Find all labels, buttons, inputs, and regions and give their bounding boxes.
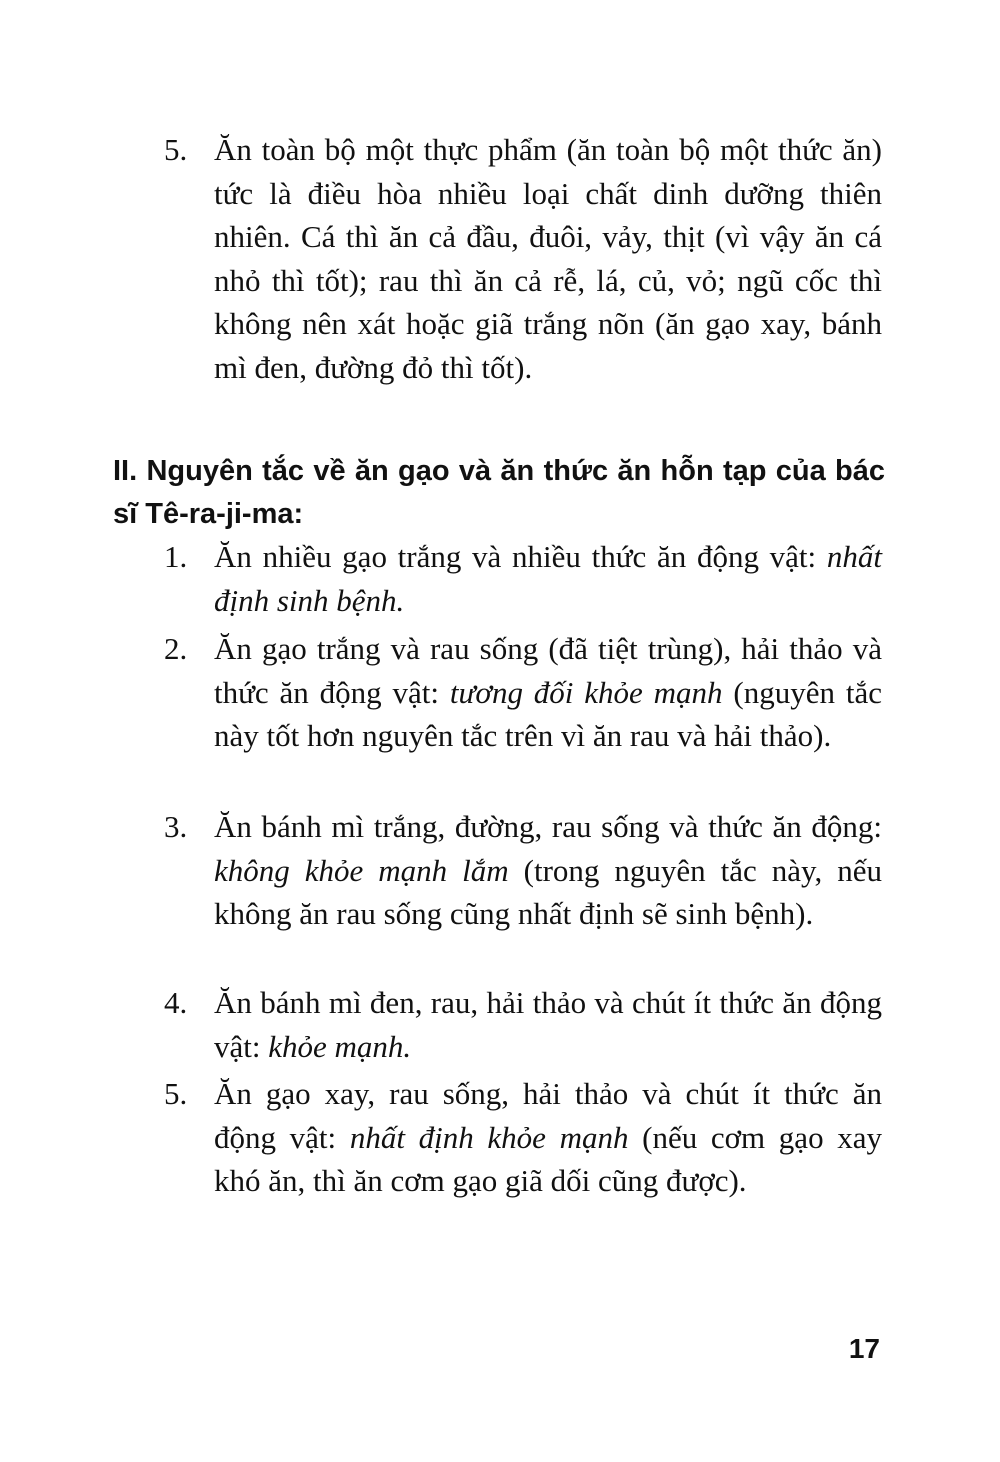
list-number: 4.	[164, 985, 188, 1020]
list-item-tail: (nguyên tắc này tốt hơn nguyên tắc trên vì ăn rau và hải thảo).	[214, 674, 883, 753]
list-item-emphasis: tương đối khỏe mạnh	[449, 674, 723, 710]
list-number: 1.	[164, 539, 188, 574]
list-item-text: Ăn nhiều gạo trắng và nhiều thức ăn động vật:	[214, 539, 827, 574]
list-item	[164, 535, 882, 622]
section-heading: II. Nguyên tắc về ăn gạo và ăn thức ăn hỗn tạp của bác sĩ Tê-ra-ji-ma:	[113, 455, 885, 530]
list-item	[164, 805, 882, 936]
list-item-emphasis: khỏe mạnh.	[268, 1028, 412, 1064]
list-item-text: Ăn gạo trắng và rau sống (đã tiệt trùng), hải thảo và thức ăn động vật:	[214, 631, 882, 710]
list-item-text: Ăn gạo xay, rau sống, hải thảo và chút ít thức ăn động vật:	[214, 1076, 882, 1155]
list-number: 3.	[164, 809, 188, 844]
list-item-tail: (trong nguyên tắc này, nếu không ăn rau sống cũng nhất định sẽ sinh bệnh).	[214, 852, 882, 931]
list-item-text: Ăn bánh mì trắng, đường, rau sống và thức ăn động:	[214, 809, 882, 844]
list-item-emphasis: nhất định khỏe mạnh	[349, 1119, 629, 1155]
list-number: 5.	[164, 132, 188, 167]
list-item	[164, 981, 882, 1068]
list-item-tail: (nếu cơm gạo xay khó ăn, thì ăn cơm gạo giã dối cũng được).	[214, 1119, 882, 1198]
list-number: 2.	[164, 631, 188, 666]
list-item-text: Ăn toàn bộ một thực phẩm (ăn toàn bộ một thức ăn) tức là điều hòa nhiều loại chất dinh dưỡng thiên nhiên. Cá thì ăn cả đầu, đuôi, vảy, thịt (vì vậy ăn cá nhỏ thì tốt); rau thì ăn cả rễ, lá, củ, vỏ; ngũ cốc thì không nên xát hoặc giã trắng nõn (ăn gạo xay, bánh mì đen, đường đỏ thì tốt).	[214, 132, 882, 385]
list-item	[164, 627, 883, 758]
list-number: 5.	[164, 1076, 188, 1111]
list-item-text: Ăn bánh mì đen, rau, hải thảo và chút ít thức ăn động vật:	[214, 985, 882, 1064]
list-item	[164, 1072, 882, 1203]
list-item-emphasis: nhất định sinh bệnh.	[214, 539, 882, 618]
page-number: 17	[848, 1333, 880, 1364]
list-item-5-section-i	[164, 128, 882, 389]
list-item-emphasis: không khỏe mạnh lắm	[214, 852, 509, 888]
